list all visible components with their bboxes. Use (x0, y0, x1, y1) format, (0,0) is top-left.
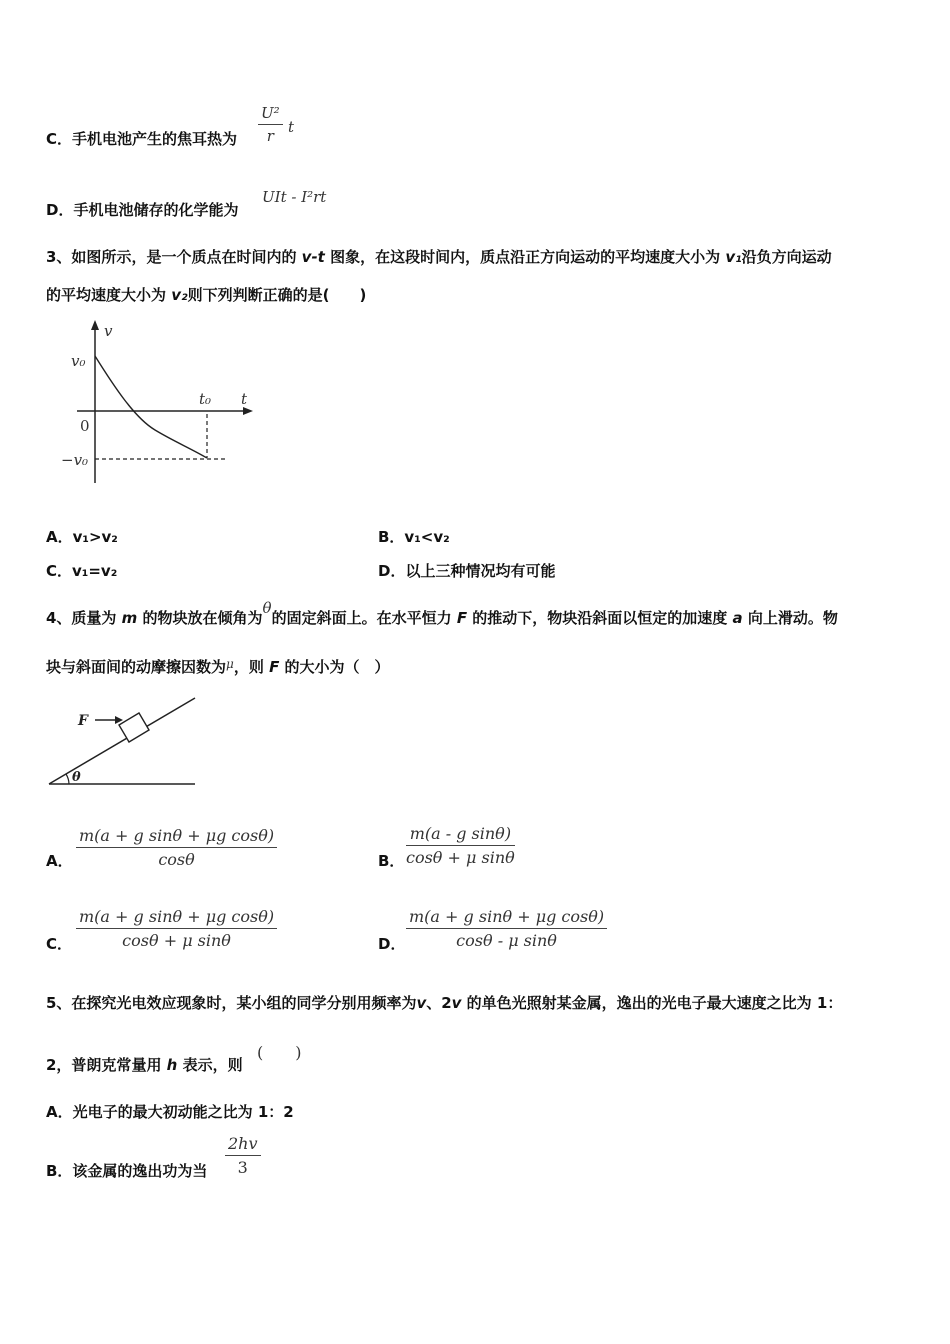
q3-graph-v0-label: v₀ (71, 352, 86, 370)
q4-force-label: F (78, 713, 88, 729)
q3-graph-y-label: v (104, 322, 113, 340)
q3-graph-neg-v0-label: −v₀ (61, 451, 89, 469)
q3-graph-curve (95, 356, 207, 458)
q3-graph-y-arrow (91, 320, 99, 330)
q5-option-b-formula: $\frac{2hv}{3}$ (225, 1134, 261, 1177)
q4-angle-label: θ (72, 770, 81, 785)
q4-option-b-formula: $\frac{\text{m(a - g sinθ)}}{\text{cosθ + μ sinθ}}$ (406, 824, 515, 867)
q2-option-c-formula-tail: t (288, 118, 295, 136)
q2-option-c: C．手机电池产生的焦耳热为 (46, 130, 238, 148)
q3-stem-line2: 的平均速度大小为 v₂则下列判断正确的是( ) (46, 286, 367, 304)
q4-option-c-label: C． (46, 935, 73, 953)
q4-incline-figure (45, 694, 205, 790)
q3-option-c: C．v₁=v₂ (46, 562, 118, 580)
q3-option-b: B．v₁<v₂ (378, 528, 450, 546)
q5-option-a: A．光电子的最大初动能之比为 1：2 (46, 1103, 294, 1121)
q5-stem-line1: 5、在探究光电效应现象时，某小组的同学分别用频率为v、2v 的单色光照射某金属，逸出的光电子最大速度之比为 1： (46, 994, 843, 1012)
q4-incline-line (49, 698, 195, 784)
q4-option-b-label: B． (378, 852, 405, 870)
q3-option-a: A．v₁>v₂ (46, 528, 118, 546)
q4-stem-line2: 块与斜面间的动摩擦因数为$^\mu$，则 F 的大小为（ ） (46, 657, 390, 676)
q3-option-d: D．以上三种情况均有可能 (378, 562, 556, 580)
q5-answer-paren: ( ) (257, 1043, 302, 1062)
q4-option-a-label: A． (46, 852, 73, 870)
q2-option-c-formula: $\frac{\text{U²}}{r}$ (258, 104, 283, 145)
q4-stem-line1: 4、质量为 m 的物块放在倾角为θ的固定斜面上。在水平恒力 F 的推动下，物块沿斜面以恒定的加速度 a 向上滑动。物 (46, 599, 838, 627)
q2-option-d: D．手机电池储存的化学能为 (46, 201, 239, 219)
q4-option-c-formula: $\frac{\text{m(a + g sinθ + μg cosθ)}}{\text{cosθ + μ sinθ}}$ (76, 907, 277, 950)
q3-graph-x-label: t (241, 390, 248, 408)
q3-vt-graph (55, 318, 265, 488)
q3-stem-line1: 3、如图所示，是一个质点在时间内的 v-t 图象，在这段时间内，质点沿正方向运动的平均速度大小为 v₁沿负方向运动 (46, 248, 832, 266)
q4-option-d-label: D． (378, 935, 406, 953)
q3-graph-origin-label: 0 (80, 417, 90, 435)
q5-stem-line2: 2，普朗克常量用 h 表示，则 (46, 1056, 243, 1074)
q5-option-b-label: B．该金属的逸出功为当 (46, 1162, 208, 1180)
q4-option-a-formula: $\frac{\text{m(a + g sinθ + μg cosθ)}}{\cos\theta}$ (76, 826, 277, 869)
q3-graph-x-arrow (243, 407, 253, 415)
q4-block (119, 713, 149, 742)
q3-graph-t0-label: t₀ (199, 390, 212, 408)
q4-option-d-formula: $\frac{\text{m(a + g sinθ + μg cosθ)}}{\text{cosθ - μ sinθ}}$ (406, 907, 607, 950)
q2-option-d-formula: UIt - I²rt (262, 188, 327, 206)
q4-angle-arc (66, 774, 69, 784)
